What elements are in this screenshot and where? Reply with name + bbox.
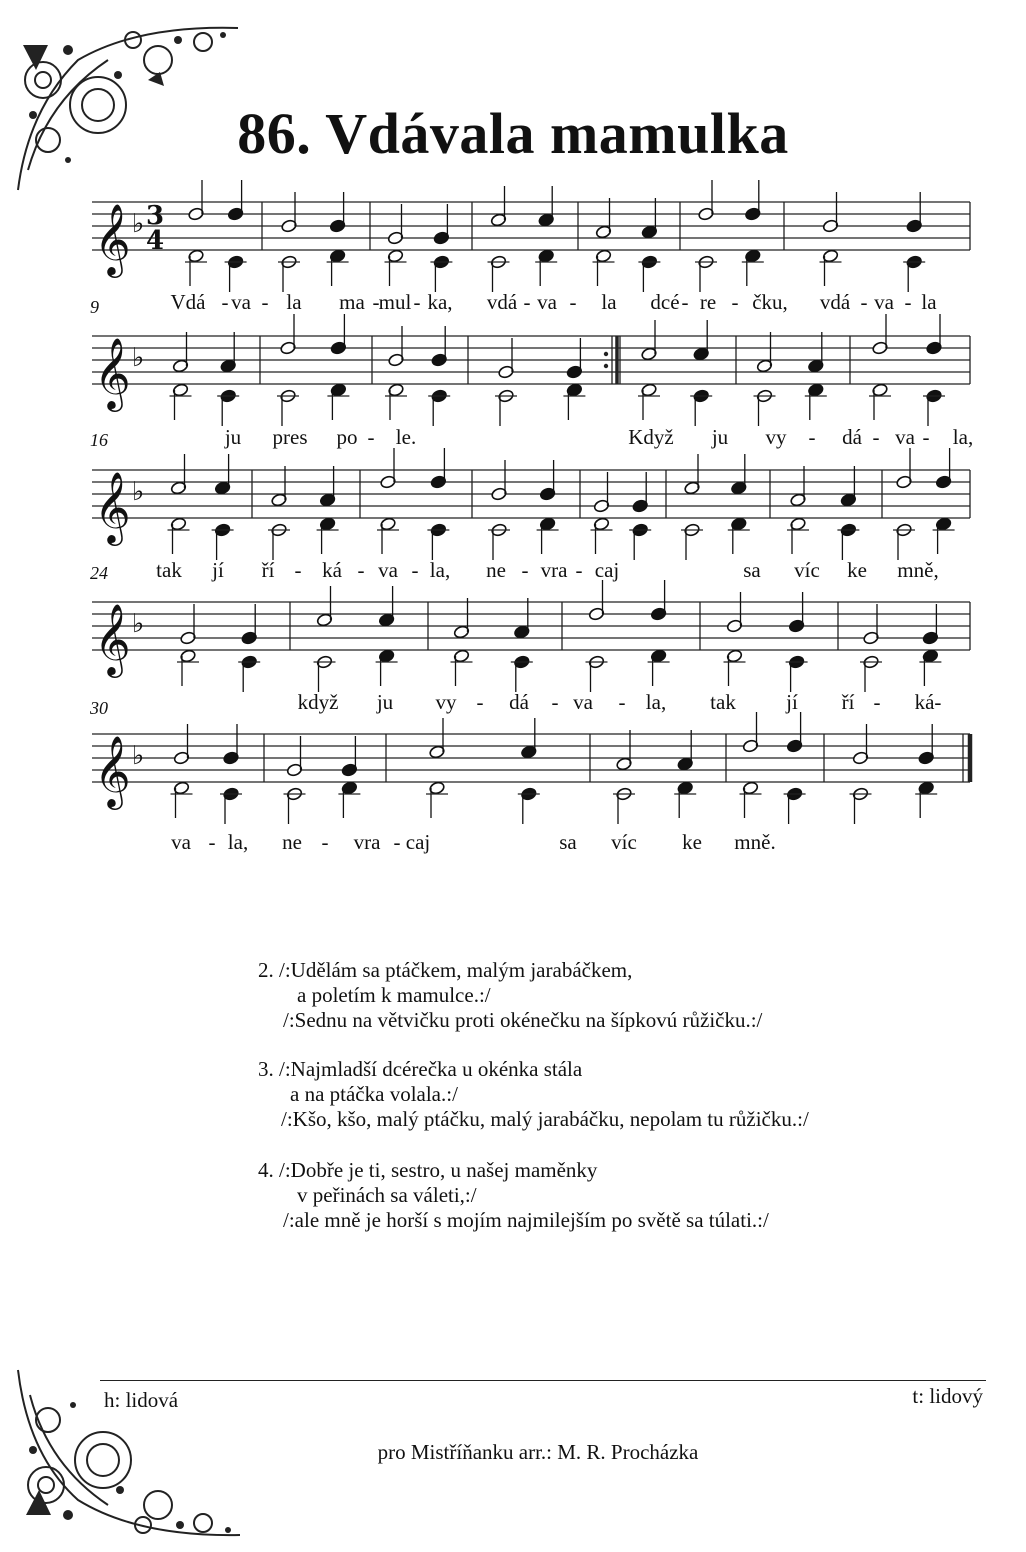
lyric-hyphen: -	[873, 690, 881, 714]
text-credit: t: lidový	[912, 1384, 983, 1408]
lyric-hyphen: -	[476, 690, 484, 714]
lyric-syllable: tak	[156, 558, 182, 582]
lyric-syllable: ne	[282, 830, 302, 854]
lyric-syllable: re	[699, 290, 717, 314]
treble-clef-icon: 𝄞	[94, 336, 131, 409]
lyric-syllable: ju	[376, 690, 394, 714]
lyric-syllable: mně,	[897, 558, 939, 582]
verse-3-line-3: /:Kšo, kšo, malý ptáčku, malý jarabáčku, nepolam tu růžičku.:/	[281, 1107, 809, 1131]
lyric-syllable: jí	[212, 558, 224, 582]
lyric-syllable: ma	[339, 290, 365, 314]
lyric-syllable: la	[286, 290, 302, 314]
lyric-hyphen: -	[208, 830, 216, 854]
lyric-syllable: vdá	[819, 290, 851, 314]
lyric-hyphen: -	[523, 290, 531, 314]
lyric-syllable: jí	[786, 690, 798, 714]
lyric-hyphen: -	[618, 690, 626, 714]
flat-key-signature-icon: ♭	[132, 209, 145, 239]
measure-number: 16	[90, 430, 108, 450]
lyric-syllable: víc	[611, 830, 637, 854]
lyric-syllable: po	[336, 425, 358, 449]
lyric-syllable: va	[895, 425, 915, 449]
lyric-syllable: víc	[794, 558, 820, 582]
lyric-hyphen: -	[221, 290, 229, 314]
lyric-syllable: sa	[743, 558, 761, 582]
lyric-hyphen: -	[393, 830, 401, 854]
lyric-syllable: dcé	[650, 290, 680, 314]
melody-credit: h: lidová	[104, 1388, 179, 1412]
lyric-syllable: la,	[952, 425, 974, 449]
verse-4-line-3: /:ale mně je horší s mojím najmilejším po světě sa túlati.:/	[283, 1208, 769, 1232]
lyric-hyphen: -	[261, 290, 269, 314]
lyric-syllable: va	[378, 558, 398, 582]
lyric-syllable: va	[171, 830, 191, 854]
flat-key-signature-icon: ♭	[132, 477, 145, 507]
lyric-syllable: když	[297, 690, 339, 714]
lyric-syllable: vdá	[486, 290, 518, 314]
lyric-syllable: ká	[322, 558, 342, 582]
song-title: 86. Vdávala mamulka	[237, 101, 789, 166]
lyric-hyphen: -	[294, 558, 302, 582]
measure-number: 9	[90, 297, 99, 317]
lyric-syllable: va	[874, 290, 894, 314]
lyric-syllable: le.	[395, 425, 417, 449]
lyric-hyphen: -	[521, 558, 529, 582]
lyric-hyphen: -	[731, 290, 739, 314]
lyric-syllable: la,	[429, 558, 451, 582]
lyric-syllable: mul	[378, 290, 412, 314]
lyric-syllable: ju	[224, 425, 242, 449]
lyric-syllable: dá	[842, 425, 862, 449]
flat-key-signature-icon: ♭	[132, 609, 145, 639]
lyric-hyphen: -	[681, 290, 689, 314]
lyric-syllable: va	[231, 290, 251, 314]
lyric-syllable: ke	[847, 558, 867, 582]
time-signature-bottom: 4	[146, 226, 165, 256]
lyric-syllable: Když	[628, 425, 674, 449]
lyric-syllable: pres	[272, 425, 308, 449]
lyric-syllable: vy	[765, 425, 787, 449]
repeat-dot	[604, 364, 608, 368]
lyric-syllable: caj	[405, 830, 431, 854]
measure-number: 24	[90, 563, 108, 583]
lyric-syllable: Vdá	[170, 290, 206, 314]
time-signature-top: 3	[146, 201, 165, 231]
lyric-hyphen: -	[413, 290, 421, 314]
repeat-dot	[604, 352, 608, 356]
flat-key-signature-icon: ♭	[132, 343, 145, 373]
lyric-hyphen: -	[575, 558, 583, 582]
lyric-syllable: čku,	[752, 290, 788, 314]
footer-divider	[100, 1380, 986, 1381]
treble-clef-icon: 𝄞	[94, 602, 131, 675]
verse-3-line-1: 3. /:Najmladší dcérečka u okénka stála	[258, 1057, 583, 1081]
lyric-syllable: ka,	[427, 290, 453, 314]
lyric-syllable: vra	[353, 830, 381, 854]
lyric-syllable: ří	[261, 558, 275, 582]
verse-2-line-1: 2. /:Udělám sa ptáčkem, malým jarabáčkem,	[258, 958, 633, 982]
lyric-syllable: vra	[540, 558, 568, 582]
lyric-hyphen: -	[904, 290, 912, 314]
lyric-syllable: vy	[435, 690, 457, 714]
lyric-syllable: ke	[682, 830, 702, 854]
measure-number: 30	[90, 698, 108, 718]
lyric-hyphen: -	[551, 690, 559, 714]
lyric-hyphen: -	[411, 558, 419, 582]
verse-2-line-3: /:Sednu na větvičku proti okénečku na šípkovú růžičku.:/	[283, 1008, 763, 1032]
lyric-hyphen: -	[357, 558, 365, 582]
lyric-syllable: sa	[559, 830, 577, 854]
treble-clef-icon: 𝄞	[94, 470, 131, 543]
verse-4-line-2: v peřinách sa váleti,:/	[297, 1183, 477, 1207]
lyric-syllable: mně.	[734, 830, 776, 854]
lyric-hyphen: -	[321, 830, 329, 854]
arrangement-credit: pro Mistříňanku arr.: M. R. Procházka	[377, 1440, 699, 1464]
lyric-hyphen: -	[367, 425, 375, 449]
lyric-syllable: la,	[645, 690, 667, 714]
treble-clef-icon: 𝄞	[94, 202, 131, 275]
lyric-syllable: la	[601, 290, 617, 314]
verse-3-line-2: a na ptáčka volala.:/	[290, 1082, 458, 1106]
verse-4-line-1: 4. /:Dobře je ti, sestro, u našej maměnky	[258, 1158, 598, 1182]
treble-clef-icon: 𝄞	[94, 734, 131, 807]
lyric-hyphen: -	[860, 290, 868, 314]
lyric-syllable: va	[573, 690, 593, 714]
lyric-syllable: caj	[594, 558, 620, 582]
lyric-syllable: ju	[711, 425, 729, 449]
lyric-syllable: ří	[841, 690, 855, 714]
lyric-syllable: ne	[486, 558, 506, 582]
lyric-hyphen: -	[372, 290, 380, 314]
lyric-hyphen: -	[922, 425, 930, 449]
lyric-syllable: dá	[509, 690, 529, 714]
flat-key-signature-icon: ♭	[132, 741, 145, 771]
lyric-syllable: ká-	[914, 690, 942, 714]
lyric-hyphen: -	[808, 425, 816, 449]
lyric-hyphen: -	[872, 425, 880, 449]
lyric-syllable: la	[921, 290, 937, 314]
lyric-hyphen: -	[569, 290, 577, 314]
lyric-syllable: va	[537, 290, 557, 314]
lyric-syllable: la,	[227, 830, 249, 854]
lyric-syllable: tak	[710, 690, 736, 714]
verse-2-line-2: a poletím k mamulce.:/	[297, 983, 491, 1007]
